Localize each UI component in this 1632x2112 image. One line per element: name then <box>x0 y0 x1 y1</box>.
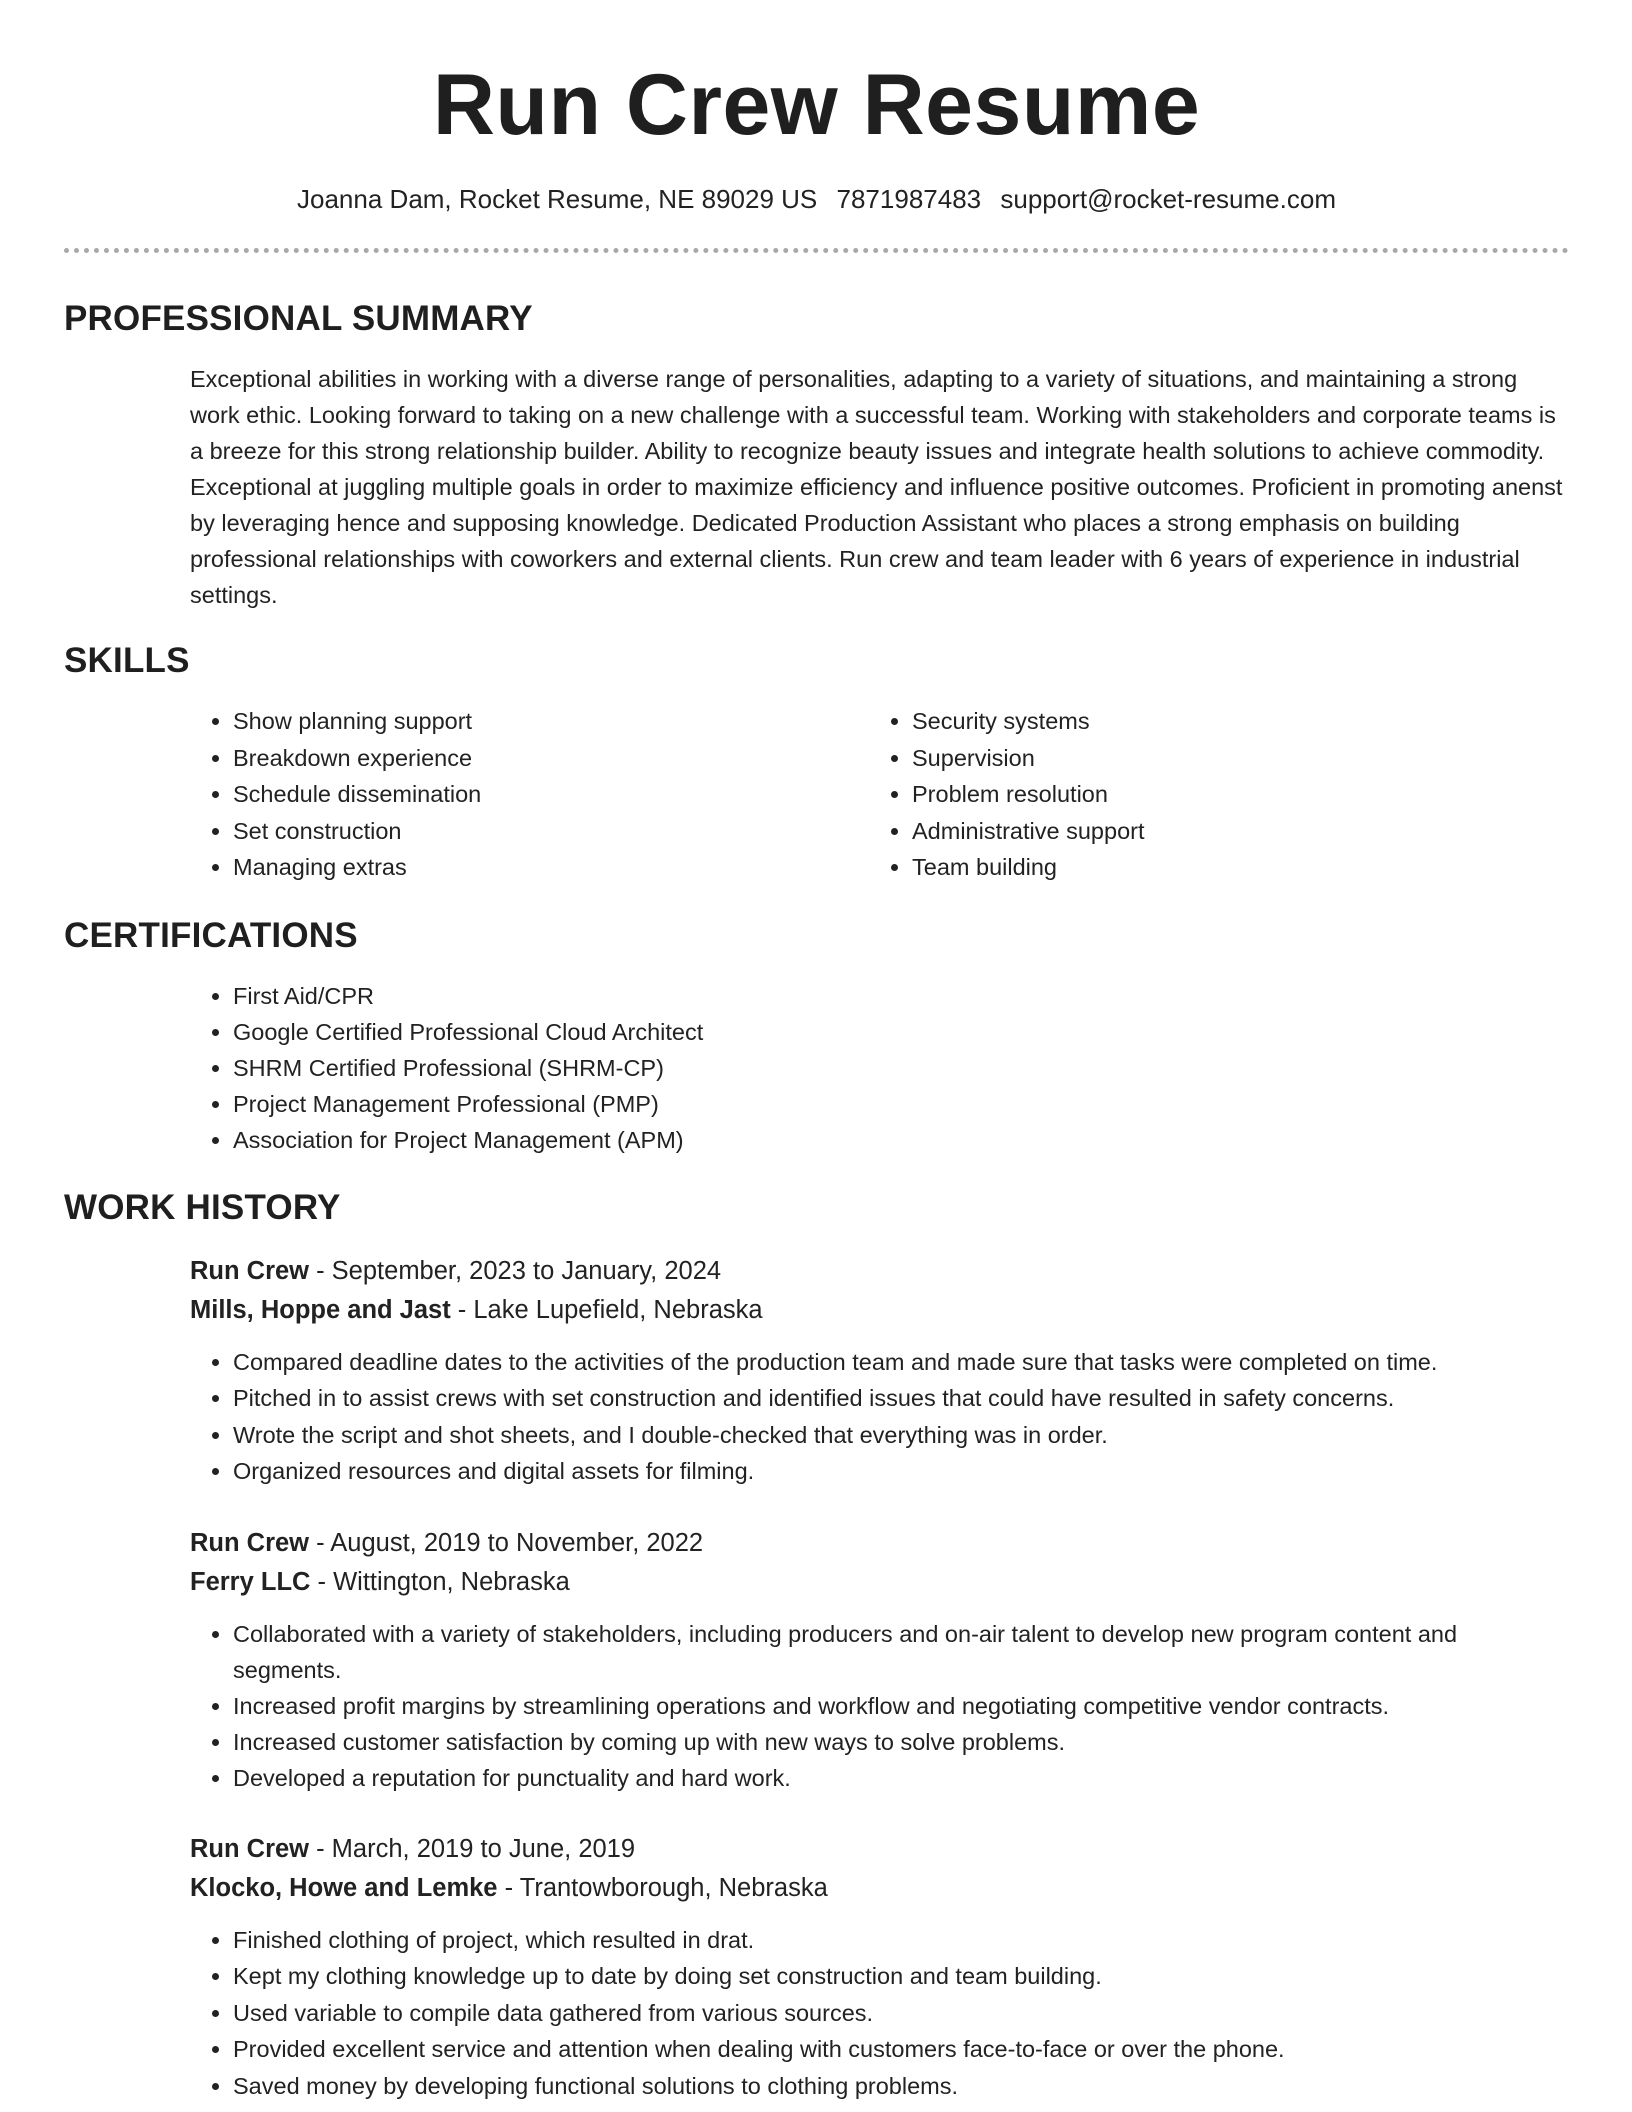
job-bullet: • Developed a reputation for punctuality and hard work. <box>233 1760 1569 1796</box>
certification-item: • Google Certified Professional Cloud Architect <box>233 1014 1569 1050</box>
job-bullet: • Provided excellent service and attention when dealing with customers face-to-face or over the phone. <box>233 2031 1569 2068</box>
skills-right-list <box>869 703 1548 886</box>
resume-title: Run Crew Resume <box>432 57 1201 153</box>
contact-address: Joanna Dam, Rocket Resume, NE 89029 US <box>297 184 818 214</box>
skill-item: • Set construction <box>233 813 869 850</box>
job-bullet: • Increased customer satisfaction by coming up with new ways to solve problems. <box>233 1724 1569 1760</box>
certification-item: • First Aid/CPR <box>233 978 1569 1014</box>
skills-left-list <box>190 703 869 886</box>
job-title-line <box>190 1830 1569 1869</box>
job-dates: - August, 2019 to November, 2022 <box>309 1528 704 1557</box>
job-bullet: • Organized resources and digital assets for filming. <box>233 1453 1569 1490</box>
job-location: - Wittington, Nebraska <box>310 1567 570 1596</box>
skill-item: • Schedule dissemination <box>233 776 869 813</box>
job-company: Klocko, Howe and Lemke <box>190 1873 498 1902</box>
job-bullet: • Pitched in to assist crews with set construction and identified issues that could have resulted in safety concerns. <box>233 1380 1569 1417</box>
header-divider <box>64 248 1569 253</box>
job-title-line <box>190 1524 1569 1563</box>
job-bullet: • Finished clothing of project, which resulted in drat. <box>233 1922 1569 1959</box>
skill-item: • Supervision <box>912 740 1548 777</box>
job-entry <box>190 1252 1569 1490</box>
job-dates: - March, 2019 to June, 2019 <box>309 1834 636 1863</box>
job-title: Run Crew <box>190 1528 310 1557</box>
job-company-line <box>190 1869 1569 1908</box>
resume-page <box>64 0 1569 2104</box>
certification-item: • Association for Project Management (APM) <box>233 1122 1569 1158</box>
skills-heading: SKILLS <box>64 641 190 680</box>
work-history-heading: WORK HISTORY <box>64 1187 341 1227</box>
skill-item: • Show planning support <box>233 703 869 740</box>
skill-item: • Team building <box>912 849 1548 886</box>
job-bullet: • Kept my clothing knowledge up to date by doing set construction and team building. <box>233 1958 1569 1995</box>
skill-item: • Managing extras <box>233 849 869 886</box>
job-bullet: • Compared deadline dates to the activities of the production team and made sure that tasks were completed on time. <box>233 1344 1569 1381</box>
certification-item: • SHRM Certified Professional (SHRM-CP) <box>233 1050 1569 1086</box>
job-title-line <box>190 1252 1569 1291</box>
job-bullet: • Saved money by developing functional solutions to clothing problems. <box>233 2068 1569 2105</box>
skill-item: • Breakdown experience <box>233 740 869 777</box>
certification-item: • Project Management Professional (PMP) <box>233 1086 1569 1122</box>
job-location: - Lake Lupefield, Nebraska <box>450 1295 763 1324</box>
job-title: Run Crew <box>190 1256 310 1285</box>
skill-item: • Administrative support <box>912 813 1548 850</box>
job-location: - Trantowborough, Nebraska <box>497 1873 828 1902</box>
job-entry <box>190 1524 1569 1796</box>
job-entry <box>190 1830 1569 2105</box>
job-company: Mills, Hoppe and Jast <box>190 1295 451 1324</box>
job-title: Run Crew <box>190 1834 310 1863</box>
job-bullet: • Increased profit margins by streamlining operations and workflow and negotiating competitive vendor contracts. <box>233 1688 1569 1724</box>
summary-text: Exceptional abilities in working with a diverse range of personalities, adapting to a variety of situations, and maintaining a strong work ethic. Looking forward to taking on a new challenge with a successful team. Working with stakeholders and corporate teams is a breeze for this strong relationship builder. Ability to recognize beauty issues and integrate health solutions to achieve commodity. Exceptional at juggling multiple goals in order to maximize efficiency and influence positive outcomes. Proficient in promoting anenst by leveraging hence and supposing knowledge. Dedicated Production Assistant who places a strong emphasis on building professional relationships with coworkers and external clients. Run crew and team leader with 6 years of experience in industrial settings. <box>190 366 1563 608</box>
contact-line <box>64 182 1569 216</box>
job-company: Ferry LLC <box>190 1567 311 1596</box>
job-bullet: • Wrote the script and shot sheets, and I double-checked that everything was in order. <box>233 1417 1569 1454</box>
job-company-line <box>190 1291 1569 1330</box>
job-bullets <box>190 1922 1569 2105</box>
job-company-line <box>190 1563 1569 1602</box>
job-bullet: • Used variable to compile data gathered from various sources. <box>233 1995 1569 2032</box>
skill-item: • Problem resolution <box>912 776 1548 813</box>
job-bullets <box>190 1616 1569 1796</box>
summary-heading: PROFESSIONAL SUMMARY <box>64 299 533 338</box>
skills-columns <box>190 703 1569 886</box>
contact-email: support@rocket-resume.com <box>1000 184 1336 214</box>
job-bullet: • Collaborated with a variety of stakeholders, including producers and on-air talent to develop new program content and segments. <box>233 1616 1569 1688</box>
certifications-list <box>190 978 1569 1158</box>
certifications-heading: CERTIFICATIONS <box>64 915 358 955</box>
job-bullets <box>190 1344 1569 1490</box>
job-dates: - September, 2023 to January, 2024 <box>309 1256 722 1285</box>
skill-item: • Security systems <box>912 703 1548 740</box>
contact-phone: 7871987483 <box>836 184 982 214</box>
